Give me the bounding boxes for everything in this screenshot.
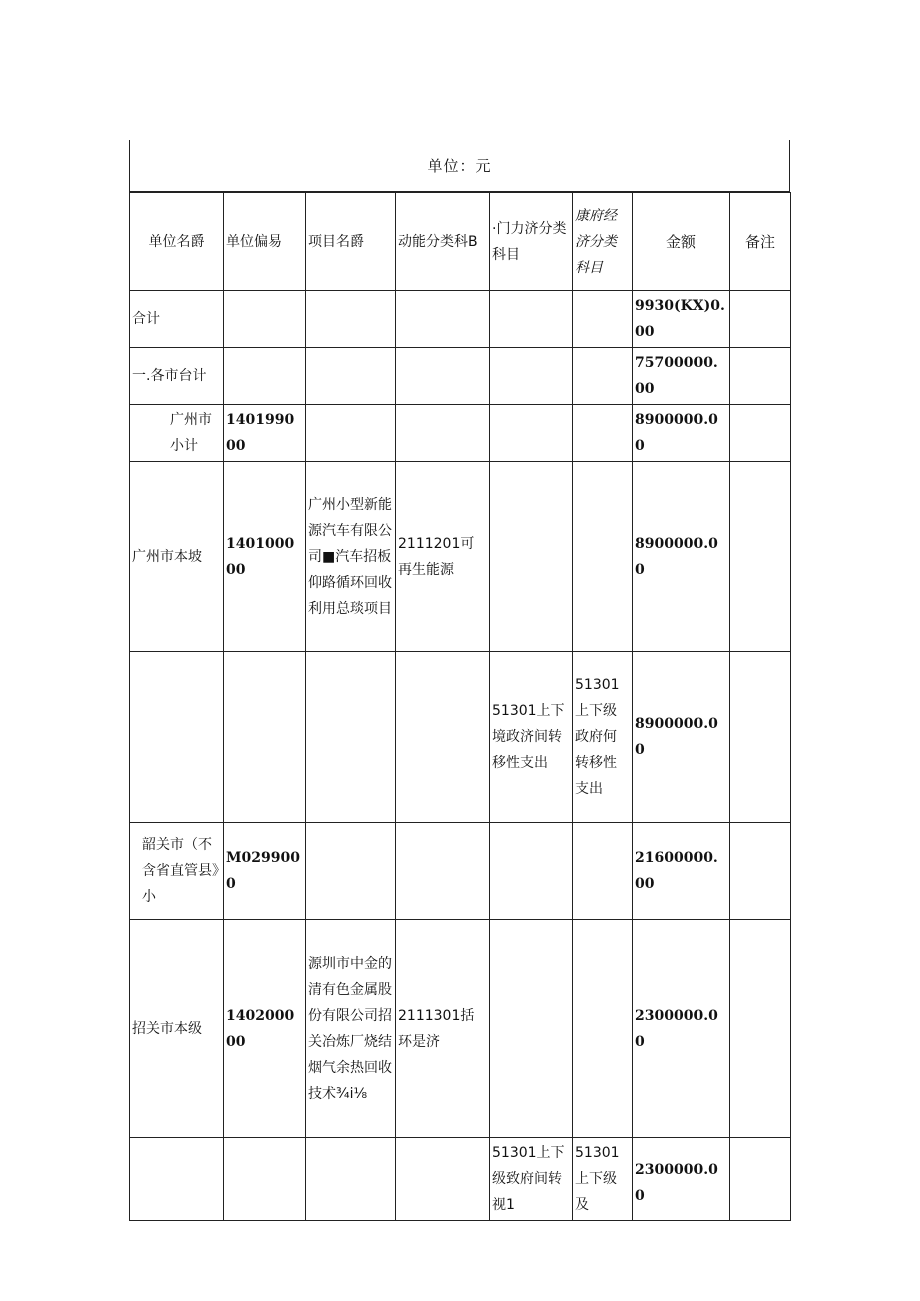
cell-unit-name [130, 1138, 224, 1221]
cell-gov-econ [490, 823, 573, 920]
cell-dept-econ [573, 823, 633, 920]
cell-remark [730, 291, 791, 348]
cell-remark [730, 1138, 791, 1221]
cell-project-name [306, 291, 396, 348]
cell-func-class [396, 291, 490, 348]
header-func-class: 动能分类科B [396, 193, 490, 291]
cell-gov-econ: 51301上下级致府间转视1 [490, 1138, 573, 1221]
cell-unit-name: 韶关市（不含省直管县》小 [130, 823, 224, 920]
cell-unit-code [224, 348, 306, 405]
table-row [130, 291, 791, 348]
table-row [130, 920, 791, 1138]
cell-func-class [396, 823, 490, 920]
budget-table [129, 192, 791, 1221]
cell-project-name [306, 652, 396, 823]
cell-unit-code: 140199000 [224, 405, 306, 462]
cell-func-class: 2111201可再生能源 [396, 462, 490, 652]
cell-dept-econ [573, 920, 633, 1138]
cell-unit-code [224, 1138, 306, 1221]
header-unit-name: 单位名爵 [130, 193, 224, 291]
header-dept-econ-class: 康府经济分类科目 [573, 193, 633, 291]
cell-dept-econ: 51301上下级及 [573, 1138, 633, 1221]
header-remark: 备注 [730, 193, 791, 291]
table-row [130, 823, 791, 920]
cell-project-name: 源圳市中金的清有色金属股份有限公司招关冶炼厂烧结烟气余热回收技术¾i⅛ [306, 920, 396, 1138]
cell-gov-econ [490, 291, 573, 348]
cell-unit-code: 140100000 [224, 462, 306, 652]
header-row [130, 193, 791, 291]
cell-remark [730, 652, 791, 823]
cell-project-name [306, 823, 396, 920]
cell-func-class [396, 405, 490, 462]
cell-func-class: 2111301括环是济 [396, 920, 490, 1138]
cell-amount: 2300000.00 [633, 1138, 730, 1221]
cell-amount: 8900000.00 [633, 652, 730, 823]
cell-dept-econ: 51301上下级政府何转移性支出 [573, 652, 633, 823]
cell-unit-name: 广州市小计 [130, 405, 224, 462]
header-project-name: 项目名爵 [306, 193, 396, 291]
cell-project-name [306, 348, 396, 405]
cell-unit-name: 招关市本级 [130, 920, 224, 1138]
cell-project-name [306, 405, 396, 462]
cell-dept-econ [573, 462, 633, 652]
cell-func-class [396, 1138, 490, 1221]
cell-dept-econ [573, 291, 633, 348]
cell-amount: 9930(KX)0.00 [633, 291, 730, 348]
table-row [130, 348, 791, 405]
cell-remark [730, 348, 791, 405]
table-row [130, 462, 791, 652]
cell-project-name: 广州小型新能源汽车有限公司■汽车招板仰路循环回收利用总琰项目 [306, 462, 396, 652]
cell-remark [730, 920, 791, 1138]
cell-dept-econ [573, 348, 633, 405]
cell-unit-code [224, 652, 306, 823]
cell-project-name [306, 1138, 396, 1221]
table-row [130, 1138, 791, 1221]
header-amount: 金额 [633, 193, 730, 291]
cell-amount: 21600000.00 [633, 823, 730, 920]
cell-unit-name: 广州市本坡 [130, 462, 224, 652]
cell-gov-econ [490, 462, 573, 652]
cell-unit-code: M029900 0 [224, 823, 306, 920]
cell-gov-econ [490, 348, 573, 405]
cell-unit-code: 140200000 [224, 920, 306, 1138]
cell-func-class [396, 652, 490, 823]
table-row [130, 652, 791, 823]
cell-gov-econ [490, 405, 573, 462]
cell-unit-code [224, 291, 306, 348]
table-row [130, 405, 791, 462]
cell-amount: 8900000.00 [633, 462, 730, 652]
cell-dept-econ [573, 405, 633, 462]
cell-unit-name: 合计 [130, 291, 224, 348]
cell-remark [730, 823, 791, 920]
cell-gov-econ: 51301上下境政济间转移性支出 [490, 652, 573, 823]
cell-amount: 75700000.00 [633, 348, 730, 405]
cell-remark [730, 462, 791, 652]
cell-gov-econ [490, 920, 573, 1138]
cell-unit-name: 一.各市台计 [130, 348, 224, 405]
budget-sheet [129, 140, 790, 1221]
cell-amount: 8900000.00 [633, 405, 730, 462]
cell-unit-name [130, 652, 224, 823]
header-unit-code: 单位偏易 [224, 193, 306, 291]
cell-amount: 2300000.00 [633, 920, 730, 1138]
cell-remark [730, 405, 791, 462]
cell-func-class [396, 348, 490, 405]
header-gov-econ-class: ·门力济分类科目 [490, 193, 573, 291]
unit-label: 单位：元 [129, 140, 790, 192]
